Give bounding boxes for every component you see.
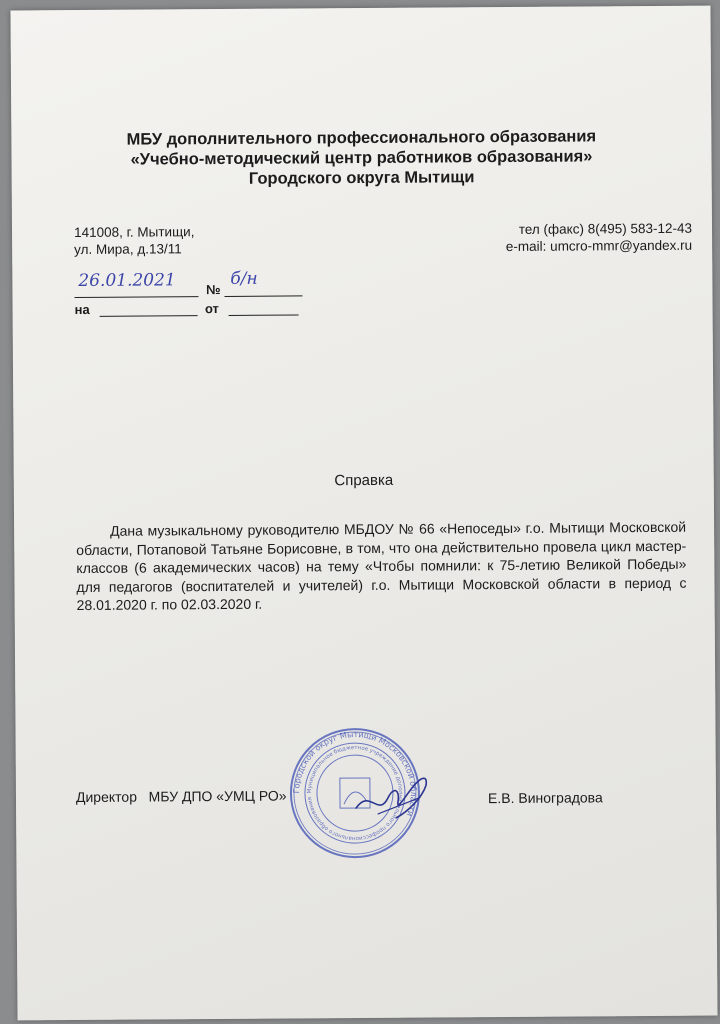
document-page [10, 6, 717, 1021]
number-label: № [206, 281, 221, 298]
signatory-position: Директор МБУ ДПО «УМЦ РО» [75, 787, 287, 806]
email-address: e-mail: umcro-mmr@yandex.ru [505, 237, 693, 255]
document-body: Дана музыкальному руководителю МБДОУ № 66 «Непоседы» г.о. Мытищи Московской области, Потаповой Татьяне Борисовне, в том, что она действительно провела цикл мастер-классов (6 академических часов) на тему «Чтобы помнили: к 75-летию Великой Победы» для педагогов (воспитателей и учителей) г.о. Мытищи Московской области в период с 28.01.2020 г. по 02.03.2020 г. [76, 518, 687, 614]
handwritten-signature-icon [348, 767, 438, 828]
stamp-inner-text: Муниципальное бюджетное учреждение дополнительного профессионального образования [306, 745, 403, 842]
stamp-outer-text: Городской округ Мытищи Московской области [291, 730, 418, 818]
phone-fax: тел (факс) 8(495) 583-12-43 [518, 220, 693, 237]
org-name-line-1: МБУ дополнительного профессионального образования [126, 127, 597, 149]
handwritten-number: б/н [230, 268, 258, 289]
postal-address [74, 223, 195, 258]
reference-on-from-row [75, 300, 299, 317]
org-name-line-3: Городского округа Мытищи [248, 168, 475, 188]
on-label: на [74, 301, 90, 318]
handwritten-date: 26.01.2021 [78, 270, 176, 291]
on-underline [99, 301, 197, 317]
organization-header [11, 126, 711, 191]
from-label: от [204, 301, 219, 317]
document-title: Справка [334, 471, 394, 490]
address-line-2: ул. Мира, д.13/11 [74, 241, 182, 258]
signatory-name: Е.В. Виноградова [487, 789, 603, 807]
contact-info [506, 220, 692, 255]
address-line-1: 141008, г. Мытищи, [73, 224, 195, 241]
org-name-line-2: «Учебно-методический центр работников образования» [130, 147, 593, 169]
from-underline [228, 300, 298, 315]
